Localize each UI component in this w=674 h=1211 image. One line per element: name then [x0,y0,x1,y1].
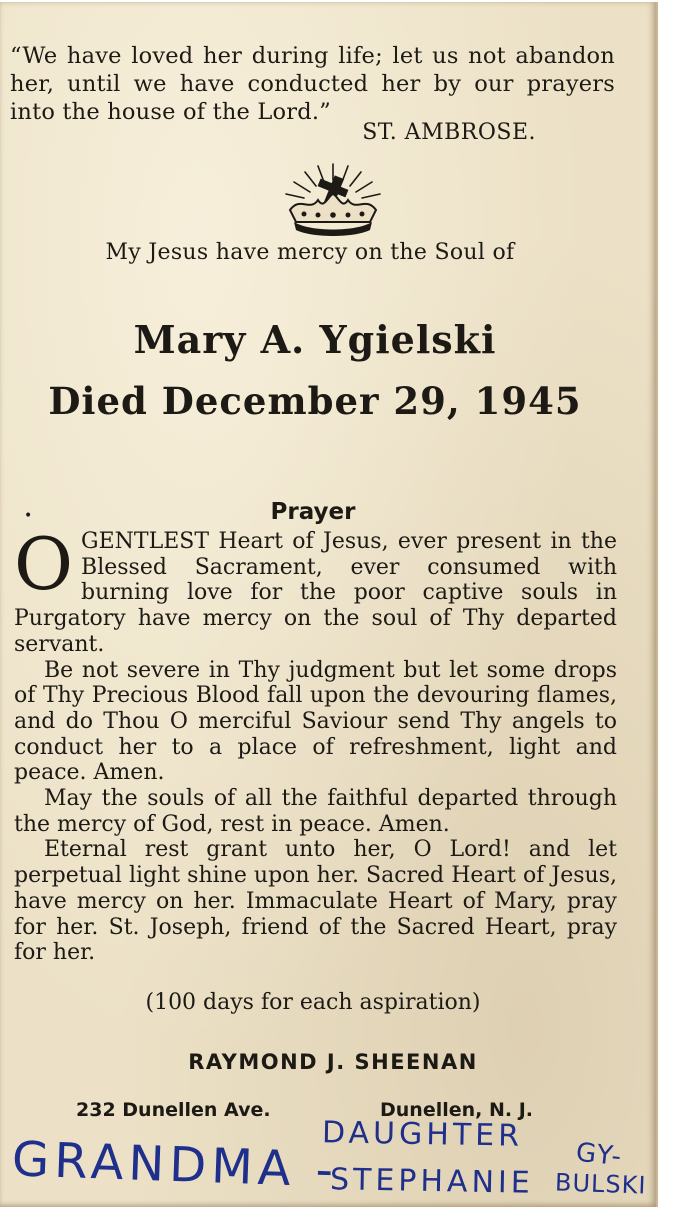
funeral-director-street: 232 Dunellen Ave. [76,1099,271,1121]
deceased-name: Mary A. Ygielski [133,317,497,362]
death-date: Died December 29, 1945 [48,379,582,423]
funeral-director-city: Dunellen, N. J. [380,1099,534,1121]
memorial-card [0,2,658,1207]
mercy-line: My Jesus have mercy on the Soul of [105,240,515,265]
prayer-paragraph: Eternal rest grant unto her, O Lord! and let perpetual light shine upon her. Sacred Heart of Jesus, have mercy on her. Immaculate Heart of Mary, pray for her. St. Joseph, friend of the Sacred Heart, pray for her. [14,837,617,966]
drop-cap: O [14,522,74,606]
prayer-paragraph: OGENTLEST Heart of Jesus, ever present in the Blessed Sacrament, ever consumed with burning love for the poor captive souls in Purgatory have mercy on the soul of Thy departed servant. [14,522,617,657]
indulgence-note: (100 days for each aspiration) [145,990,481,1015]
quote-attribution: ST. AMBROSE. [362,120,536,145]
quote-text: “We have loved her during life; let us not abandon her, until we have conducted her by our prayers into the house of the Lord.” [10,43,615,125]
prayer-heading: Prayer [270,499,356,525]
prayer-body [14,522,617,966]
prayer-paragraph: Be not severe in Thy judgment but let some drops of Thy Precious Blood fall upon the devouring flames, and do Thou O merciful Saviour send Thy angels to conduct her to a place of refreshment, light and peace. Amen. [14,657,617,786]
handwritten-stephanie: STEPHANIE [329,1162,535,1201]
crown-cross-icon [270,160,396,240]
handwritten-surname-part2: BULSKI [554,1168,647,1200]
funeral-director-name: RAYMOND J. SHEENAN [188,1050,478,1074]
handwritten-daughter: DAUGHTER [321,1115,524,1154]
handwritten-grandma: GRANDMA - [11,1131,340,1199]
printer-mark: • [24,508,33,524]
handwritten-surname-part1: GY- [574,1137,625,1173]
prayer-paragraph: May the souls of all the faithful departed through the mercy of God, rest in peace. Amen. [14,786,617,837]
